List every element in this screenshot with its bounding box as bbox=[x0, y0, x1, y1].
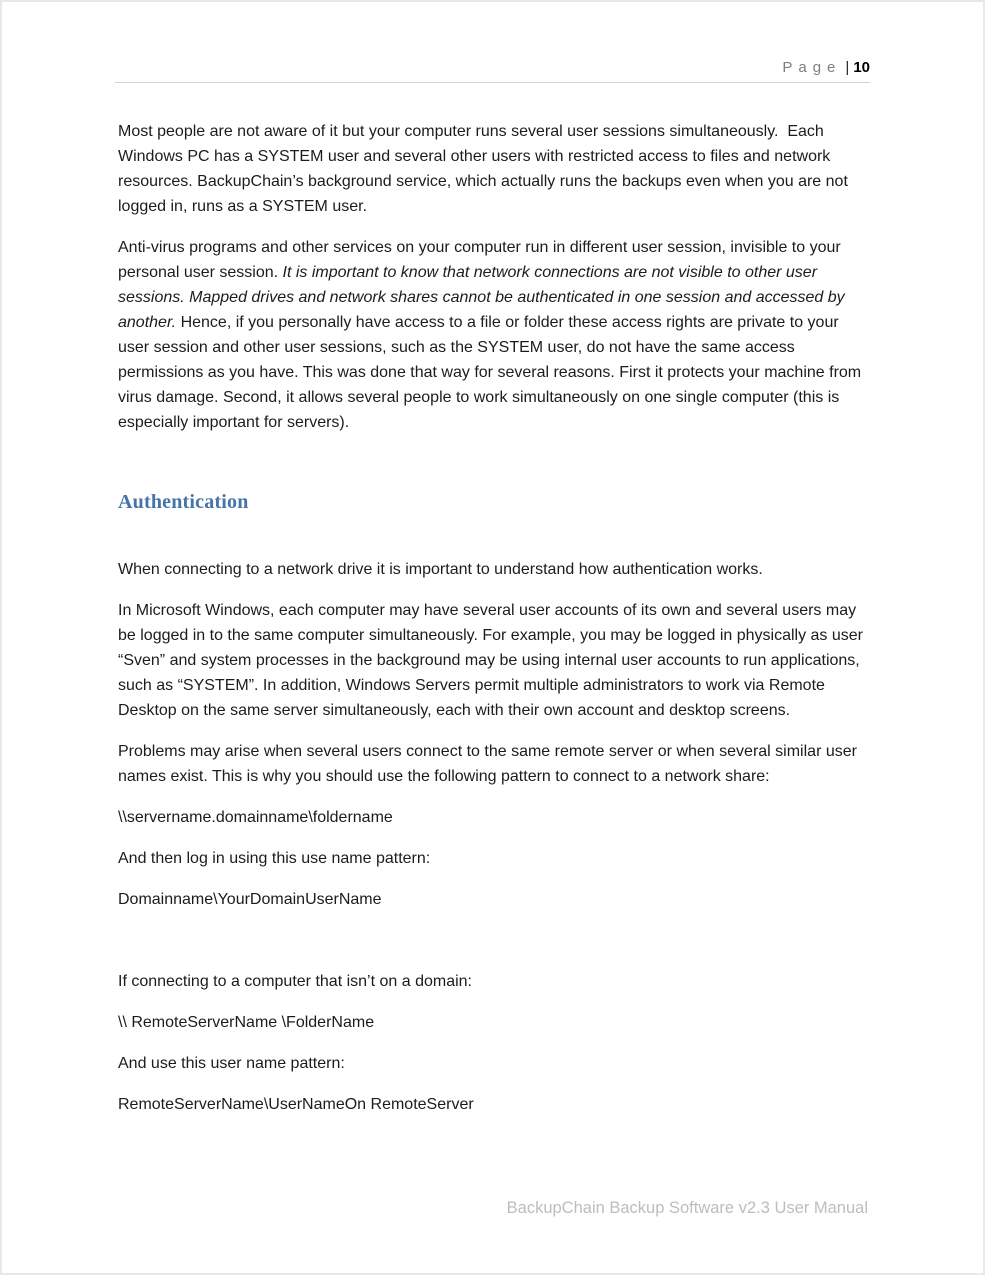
page-header bbox=[115, 57, 870, 83]
paragraph-problems-arise: Problems may arise when several users connect to the same remote server or when several similar user names exist. This is why you should use the following pattern to connect to a network share: bbox=[118, 743, 857, 785]
remote-server-username-pattern: RemoteServerName\UserNameOn RemoteServer bbox=[118, 1096, 474, 1113]
remote-server-share-pattern: \\ RemoteServerName \FolderName bbox=[118, 1014, 375, 1031]
paragraph-no-domain-intro: If connecting to a computer that isn’t on a domain: bbox=[118, 973, 472, 990]
section-heading-authentication: Authentication bbox=[118, 491, 249, 513]
header-separator: | bbox=[845, 59, 850, 76]
paragraph-italic-run: It is important to know that network connections are not visible to other user sessions. Mapped drives and network shares cannot be authenticated in one session and accessed by another. bbox=[118, 264, 845, 331]
domain-username-pattern: Domainname\YourDomainUserName bbox=[118, 891, 382, 908]
header-page-label: Page bbox=[782, 59, 842, 76]
document-body bbox=[118, 119, 873, 1133]
page-footer: BackupChain Backup Software v2.3 User Manual bbox=[506, 1199, 868, 1217]
paragraph-username-pattern-intro: And use this user name pattern: bbox=[118, 1055, 345, 1072]
paragraph-run: Anti-virus programs and other services on your computer run in different user session, invisible to your personal user session. bbox=[118, 239, 841, 281]
paragraph-login-pattern-intro: And then log in using this use name pattern: bbox=[118, 850, 431, 867]
header-page-number: 10 bbox=[853, 59, 870, 76]
paragraph-sessions-intro: Most people are not aware of it but your computer runs several user sessions simultaneously. Each Windows PC has a SYSTEM user and several other users with restricted access to files and network resources. BackupChain’s background service, which actually runs the backups even when you are not logged in, runs as a SYSTEM user. bbox=[118, 123, 853, 215]
paragraph-antivirus-sessions bbox=[118, 235, 873, 435]
paragraph-when-connecting: When connecting to a network drive it is important to understand how authentication works. bbox=[118, 561, 763, 578]
paragraph-run: Hence, if you personally have access to a file or folder these access rights are private to your user session and other user sessions, such as the SYSTEM user, do not have the same access permissions as you have. This was done that way for several reasons. First it protects your machine from virus damage. Second, it allows several people to work simultaneously on one single computer (this is especially important for servers). bbox=[118, 314, 862, 431]
empty-paragraph bbox=[118, 928, 873, 953]
paragraph-microsoft-windows: In Microsoft Windows, each computer may have several user accounts of its own and several users may be logged in to the same computer simultaneously. For example, you may be logged in physically as user “Sven” and system processes in the background may be using internal user accounts to run applications, such as “SYSTEM”. In addition, Windows Servers permit multiple administrators to work via Remote Desktop on the same server simultaneously, each with their own account and desktop screens. bbox=[118, 602, 863, 719]
network-share-pattern: \\servername.domainname\foldername bbox=[118, 809, 393, 826]
